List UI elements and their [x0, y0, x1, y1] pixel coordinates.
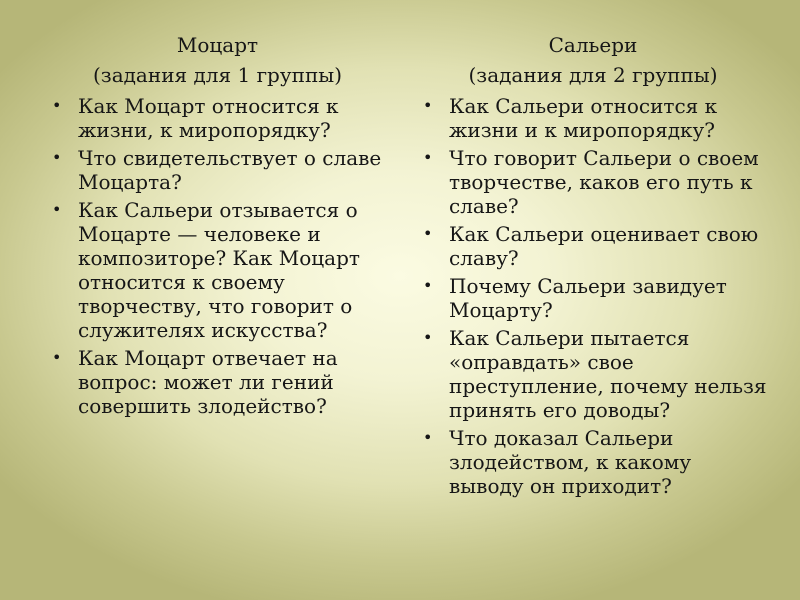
bullet-icon: • — [423, 148, 433, 167]
task-item — [416, 94, 770, 142]
task-item — [45, 198, 390, 342]
column-title: Моцарт — [176, 33, 259, 57]
task-list — [416, 94, 770, 498]
column-title: Сальери — [548, 33, 638, 57]
task-text: Что свидетельствует о славе Моцарта? — [78, 146, 382, 194]
task-item — [416, 222, 770, 270]
task-item — [416, 326, 770, 422]
task-item — [416, 146, 770, 218]
task-text: Как Сальери оценивает свою славу? — [449, 222, 759, 270]
bullet-icon: • — [52, 148, 62, 167]
bullet-icon: • — [52, 348, 62, 367]
task-text: Как Сальери относится к жизни и к миропорядку? — [449, 94, 718, 142]
column-subtitle: (задания для 2 группы) — [468, 63, 718, 87]
task-text: Что доказал Сальери злодейством, к какому выводу он приходит? — [449, 426, 692, 498]
column-salieri — [416, 30, 770, 498]
task-item — [416, 426, 770, 498]
task-text: Как Моцарт относится к жизни, к миропорядку? — [78, 94, 339, 142]
task-item — [45, 146, 390, 194]
bullet-icon: • — [52, 96, 62, 115]
column-mozart — [45, 30, 390, 418]
bullet-icon: • — [423, 328, 433, 347]
task-item — [45, 94, 390, 142]
task-text: Как Сальери отзывается о Моцарте — человеке и композиторе? Как Моцарт относится к своему творчеству, что говорит о служителях искусства? — [78, 198, 360, 342]
task-text: Как Моцарт отвечает на вопрос: может ли гений совершить злодейство? — [78, 346, 338, 418]
bullet-icon: • — [423, 276, 433, 295]
bullet-icon: • — [423, 96, 433, 115]
bullet-icon: • — [423, 224, 433, 243]
task-item — [416, 274, 770, 322]
task-text: Почему Сальери завидует Моцарту? — [449, 274, 727, 322]
bullet-icon: • — [423, 428, 433, 447]
task-item — [45, 346, 390, 418]
bullet-icon: • — [52, 200, 62, 219]
column-subtitle: (задания для 1 группы) — [92, 63, 342, 87]
task-list — [45, 94, 390, 418]
task-text: Как Сальери пытается «оправдать» свое преступление, почему нельзя принять его доводы? — [449, 326, 767, 422]
task-text: Что говорит Сальери о своем творчестве, каков его путь к славе? — [449, 146, 759, 218]
